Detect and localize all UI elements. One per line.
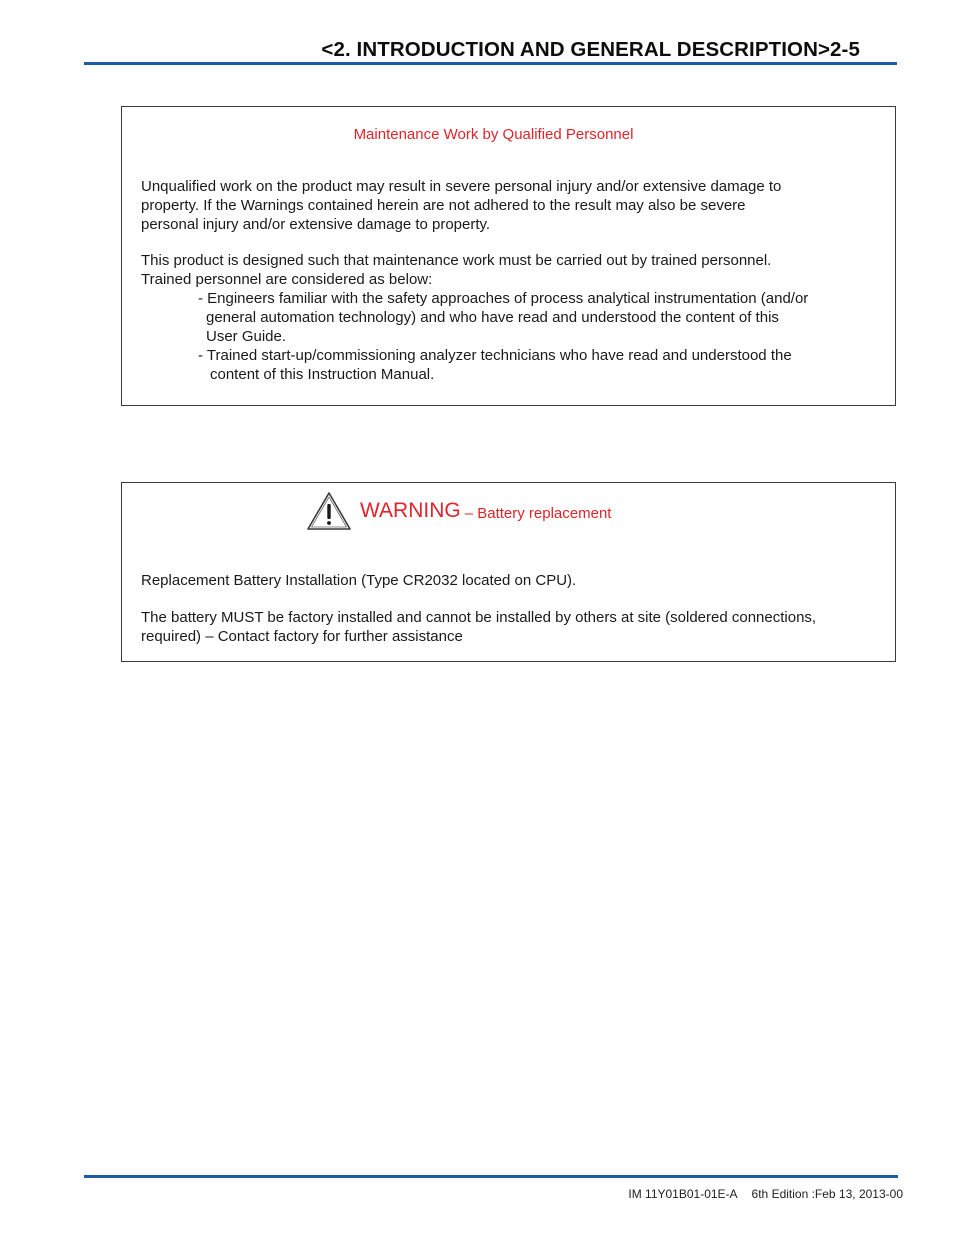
doc-number: IM 11Y01B01-01E-A [628,1187,738,1201]
bullet-line: User Guide. [206,328,287,345]
text-line: Replacement Battery Installation (Type CR2032 located on CPU). [141,572,577,589]
header-divider [84,62,897,65]
warning-paragraph-2 [141,608,871,646]
notice-paragraph-1 [141,177,871,234]
notice-title: Maintenance Work by Qualified Personnel [353,126,634,143]
bullet-line: general automation technology) and who have read and understood the content of this [206,309,779,326]
footer [628,1187,903,1201]
bullet-line: - Engineers familiar with the safety approaches of process analytical instrumentation (and/or [198,290,809,307]
text-line: This product is designed such that maintenance work must be carried out by trained personnel. [141,252,772,269]
text-line: required) – Contact factory for further assistance [141,628,463,645]
text-line: Trained personnel are considered as below: [141,271,433,288]
text-line: property. If the Warnings contained herein are not adhered to the result may also be severe [141,197,746,214]
text-line: personal injury and/or extensive damage to property. [141,216,491,233]
battery-warning-box [121,482,896,662]
warning-label: WARNING [360,499,461,522]
warning-subtitle: – Battery replacement [464,504,612,522]
page-header-title: <2. INTRODUCTION AND GENERAL DESCRIPTION>2-5 [321,38,860,61]
text-line: Unqualified work on the product may result in severe personal injury and/or extensive damage to [141,178,782,195]
warning-paragraph-1 [141,571,871,590]
warning-triangle-icon [306,491,352,531]
footer-divider [84,1175,898,1178]
edition-info: 6th Edition :Feb 13, 2013-00 [751,1187,903,1201]
warning-heading [306,491,611,531]
bullet-line: - Trained start-up/commissioning analyzer technicians who have read and understood the [198,347,792,364]
bullet-line: content of this Instruction Manual. [210,366,435,383]
text-line: The battery MUST be factory installed and cannot be installed by others at site (soldered connections, [141,609,817,626]
qualified-personnel-notice [121,106,896,406]
notice-paragraph-2 [141,251,871,384]
